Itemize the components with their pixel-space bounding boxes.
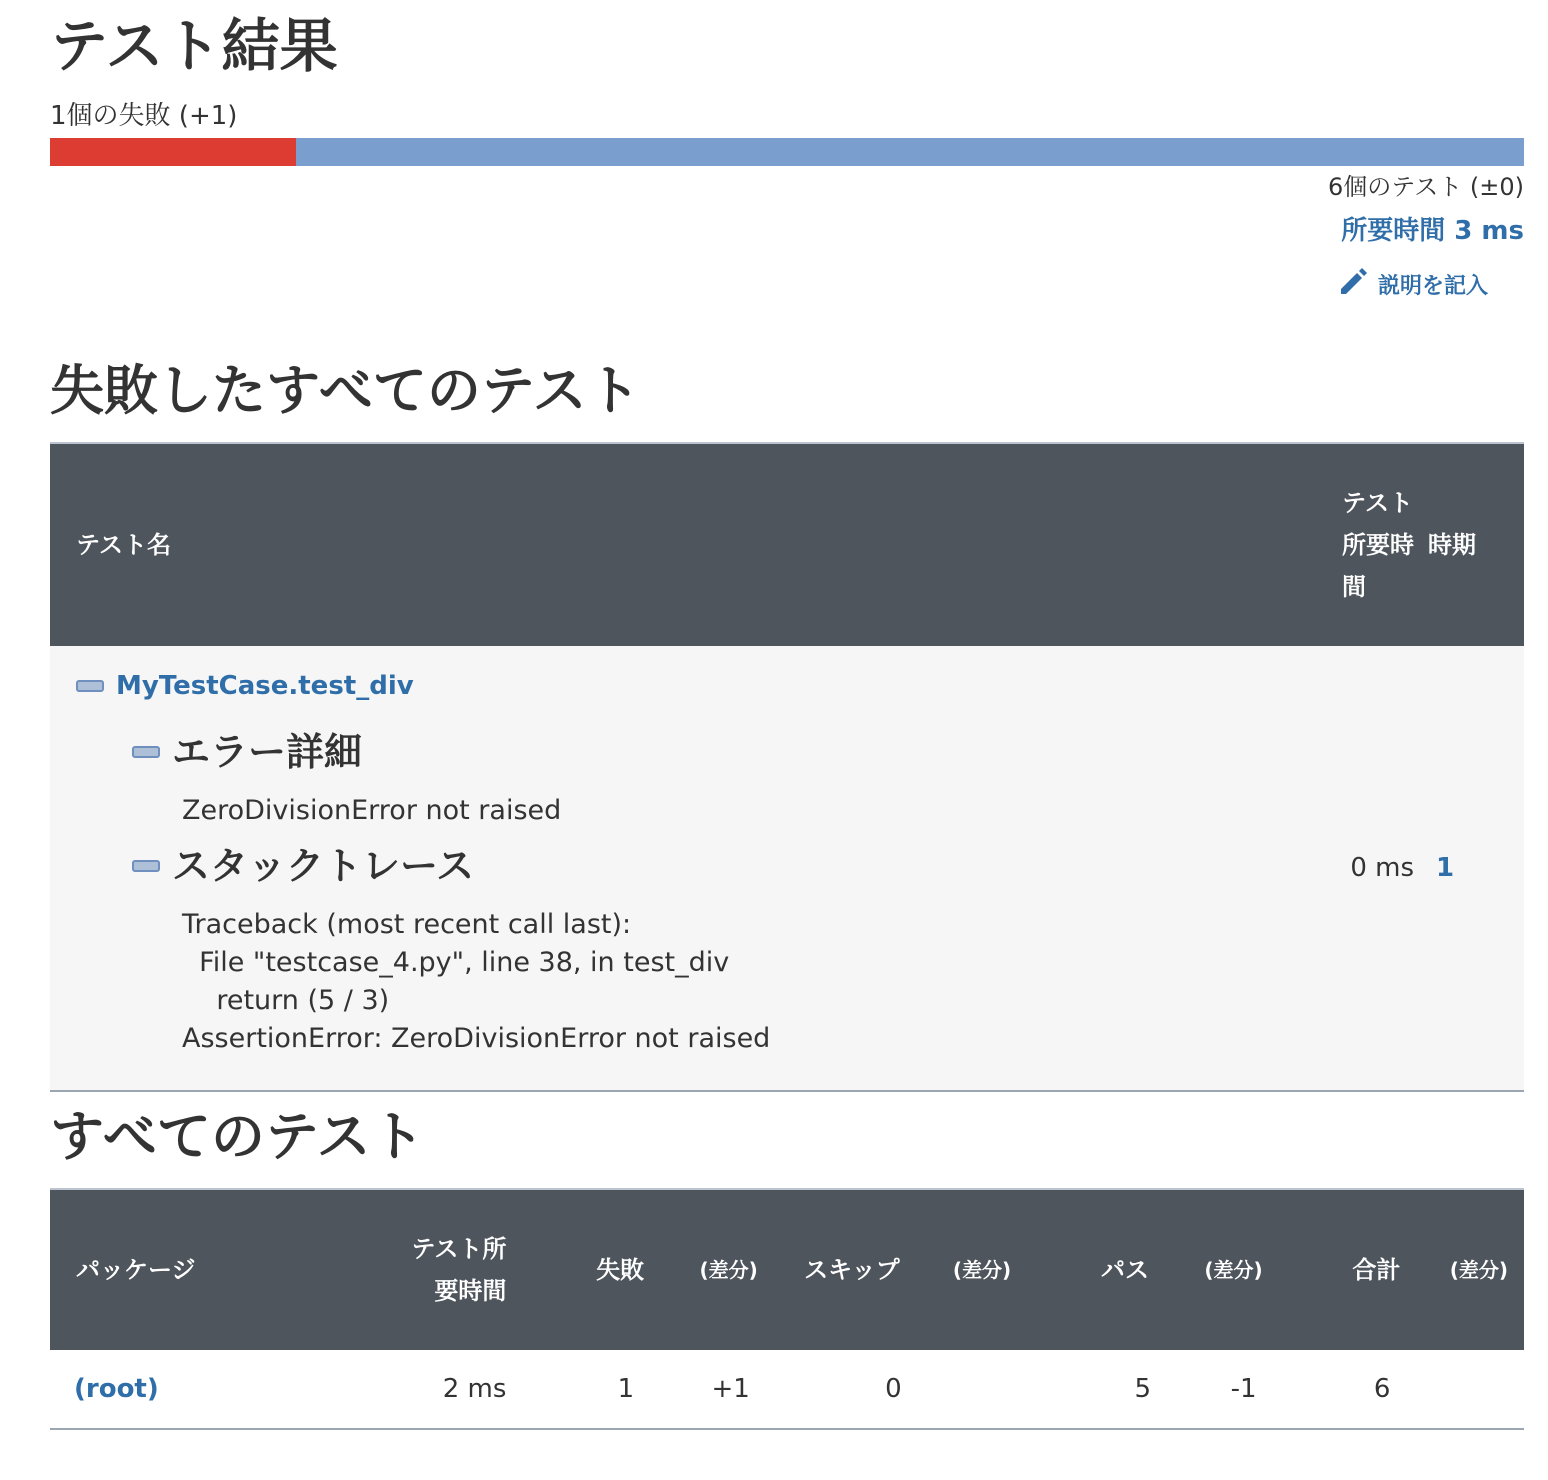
col-test-duration[interactable]: テスト所要時間 — [1316, 443, 1426, 646]
failed-test-age-link[interactable]: 1 — [1436, 853, 1455, 883]
collapse-toggle-icon — [132, 746, 160, 758]
package-skip: 0 — [885, 1374, 902, 1404]
all-table-header-row — [50, 1189, 1524, 1350]
stack-trace-toggle[interactable] — [132, 838, 1316, 894]
col-skip[interactable]: スキップ — [774, 1189, 910, 1350]
all-tests-table — [50, 1188, 1524, 1430]
test-case-link[interactable] — [76, 666, 1316, 706]
package-fail-diff: +1 — [711, 1374, 750, 1404]
failed-portion-bar — [50, 138, 296, 166]
col-duration[interactable]: テスト所要時間 — [391, 1189, 523, 1350]
page-title: テスト結果 — [50, 12, 338, 80]
col-package[interactable]: パッケージ — [50, 1189, 391, 1350]
fail-summary: 1個の失敗 (+1) — [50, 101, 238, 131]
package-link[interactable]: (root) — [74, 1374, 159, 1404]
col-total-diff[interactable]: (差分) — [1410, 1189, 1524, 1350]
col-age[interactable]: 時期 — [1426, 443, 1524, 646]
col-fail-diff[interactable]: (差分) — [654, 1189, 774, 1350]
stack-trace-heading: スタックトレース — [172, 844, 475, 888]
result-progress-bar — [50, 138, 1524, 166]
col-fail[interactable]: 失敗 — [522, 1189, 654, 1350]
collapse-toggle-icon — [132, 860, 160, 872]
test-count-summary: 6個のテスト (±0) — [1327, 173, 1524, 201]
pencil-icon — [1338, 265, 1378, 309]
col-total[interactable]: 合計 — [1279, 1189, 1411, 1350]
failed-tests-heading: 失敗したすべてのテスト — [50, 359, 641, 422]
package-total: 6 — [1373, 1374, 1391, 1404]
test-case-name: MyTestCase.test_div — [116, 671, 414, 701]
col-pass-diff[interactable]: (差分) — [1159, 1189, 1279, 1350]
package-fail: 1 — [617, 1374, 635, 1404]
all-tests-heading: すべてのテスト — [50, 1105, 425, 1168]
edit-description-label: 説明を記入 — [1377, 274, 1488, 299]
failed-table-header-row — [50, 443, 1524, 646]
duration-link[interactable]: 所要時間 3 ms — [1341, 216, 1524, 246]
edit-description-link[interactable] — [1338, 265, 1488, 309]
package-duration: 2 ms — [442, 1374, 507, 1404]
failed-test-duration: 0 ms — [1350, 853, 1414, 883]
error-details-text: ZeroDivisionError not raised — [182, 795, 562, 826]
stack-trace-text: Traceback (most recent call last): File "testcase_4.py", line 38, in test_div return (5 / 3) AssertionError: ZeroDivisionError not raised — [182, 909, 771, 1054]
package-pass-diff: -1 — [1230, 1374, 1257, 1404]
package-skip-diff — [910, 1350, 1028, 1429]
col-test-name[interactable]: テスト名 — [50, 443, 1316, 646]
error-details-toggle[interactable] — [132, 724, 1316, 780]
package-pass: 5 — [1134, 1374, 1151, 1404]
failed-test-row — [50, 646, 1524, 1091]
col-pass[interactable]: パス — [1027, 1189, 1159, 1350]
failed-tests-table — [50, 442, 1524, 1092]
error-details-heading: エラー詳細 — [172, 730, 363, 774]
col-skip-diff[interactable]: (差分) — [910, 1189, 1028, 1350]
collapse-toggle-icon[interactable] — [76, 680, 104, 692]
failed-test-cell — [50, 646, 1316, 1091]
package-total-diff — [1410, 1350, 1524, 1429]
package-row — [50, 1350, 1524, 1429]
